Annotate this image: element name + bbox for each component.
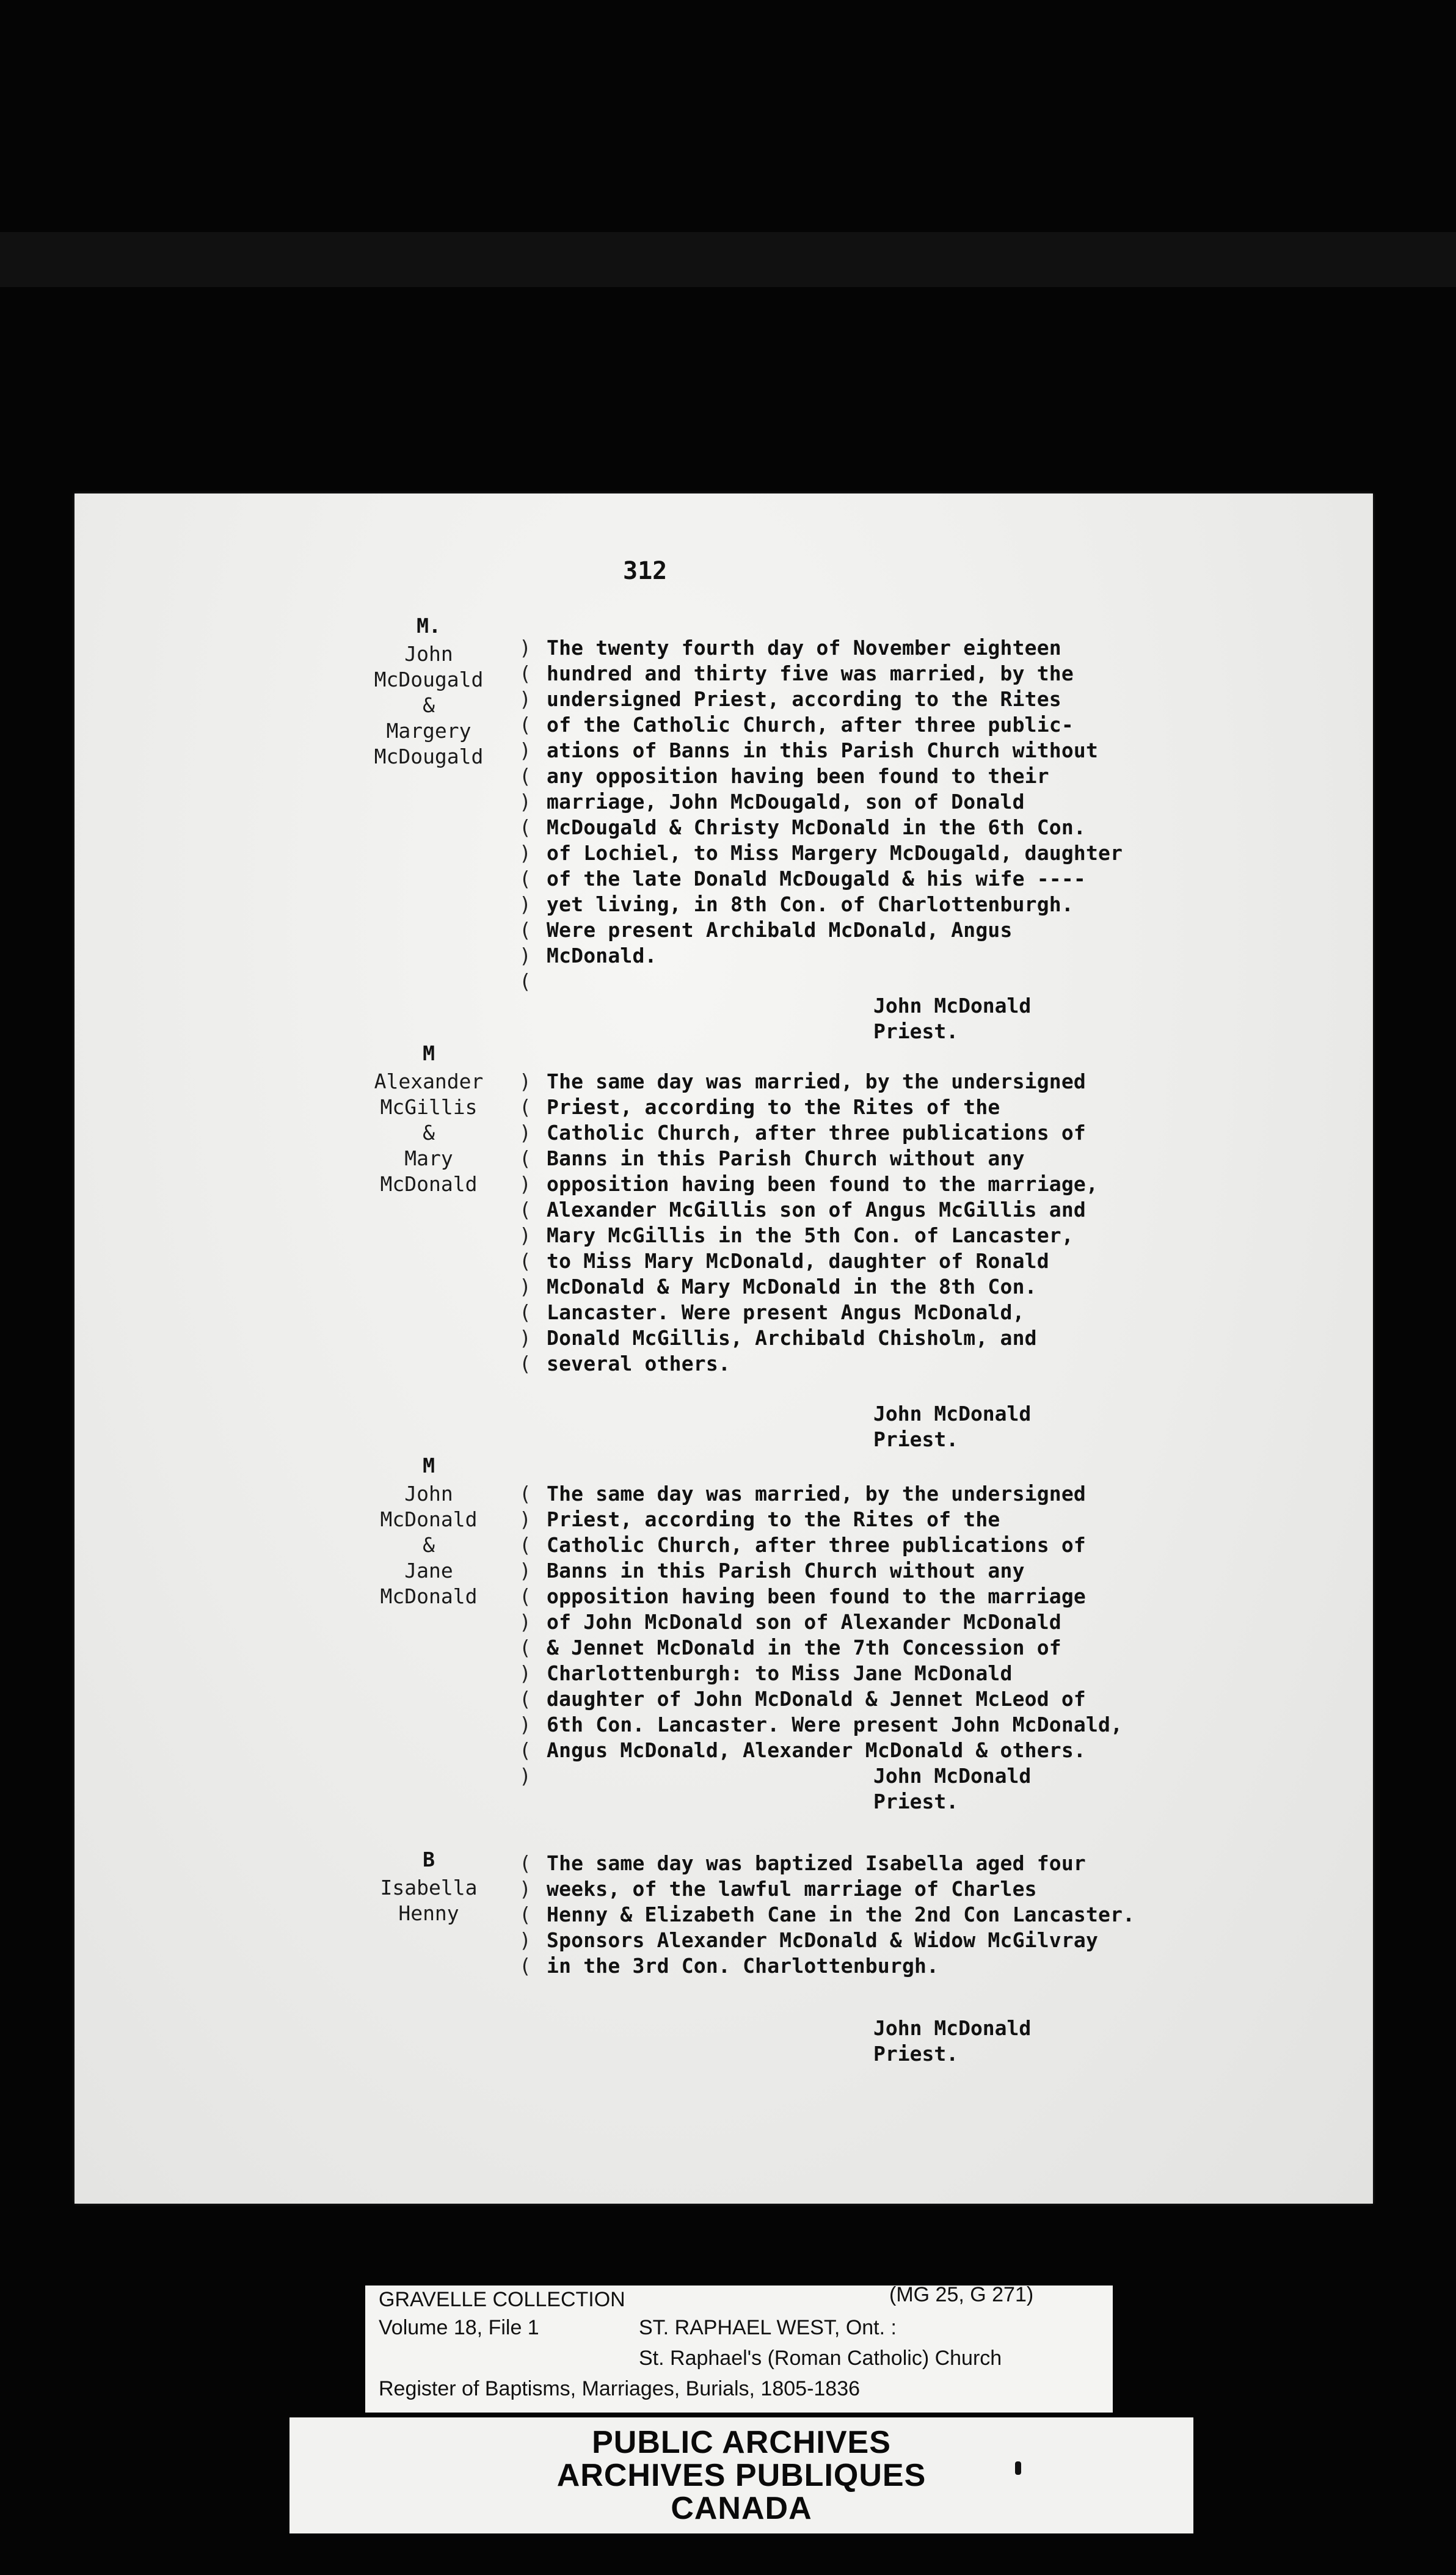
entry-line: hundred and thirty five was married, by the <box>547 661 1074 685</box>
bracket-mark: ( <box>519 1300 531 1324</box>
bracket-mark: ) <box>519 1223 531 1247</box>
collection-name: GRAVELLE COLLECTION <box>379 2288 625 2311</box>
entry-name: Jane <box>404 1559 453 1583</box>
bracket-mark: ( <box>519 1352 531 1375</box>
bracket-mark: ) <box>519 841 531 865</box>
entry-line: The same day was married, by the undersigned <box>547 1069 1086 1093</box>
priest-signature <box>873 993 1031 1044</box>
entry-brackets <box>519 1069 537 1377</box>
entry-line: Angus McDonald, Alexander McDonald & others. <box>547 1738 1086 1762</box>
entry-type: M. <box>417 614 441 638</box>
bracket-mark: ( <box>519 1198 531 1222</box>
bracket-mark: ) <box>519 944 531 967</box>
entry-line: in the 3rd Con. Charlottenburgh. <box>547 1954 939 1978</box>
bracket-mark: ( <box>519 713 531 737</box>
entry-line: & Jennet McDonald in the 7th Concession of <box>547 1636 1061 1659</box>
entry-text <box>547 1069 1347 1377</box>
bracket-mark: ( <box>519 815 531 839</box>
priest-signature <box>873 1763 1031 1815</box>
stamp-line-3: CANADA <box>671 2491 812 2526</box>
bracket-mark: ) <box>519 738 531 762</box>
bracket-mark: ) <box>519 1764 531 1788</box>
bracket-mark: ( <box>519 1584 531 1608</box>
bracket-mark: ( <box>519 1482 531 1506</box>
bracket-mark: ( <box>519 1954 531 1978</box>
bracket-mark: ) <box>519 1713 531 1736</box>
entry-line: Banns in this Parish Church without any <box>547 1146 1025 1170</box>
parish-place: ST. RAPHAEL WEST, Ont. : <box>639 2316 897 2339</box>
entry-name: McDonald <box>380 1507 478 1531</box>
entry-name: McDougald <box>374 668 484 691</box>
entry-brackets <box>519 1851 537 1979</box>
entry-line: of Lochiel, to Miss Margery McDougald, daughter <box>547 841 1123 865</box>
bracket-mark: ) <box>519 1507 531 1531</box>
stamp-line-2: ARCHIVES PUBLIQUES <box>556 2458 926 2493</box>
entry-margin <box>349 1451 508 1609</box>
entry-name: & <box>423 1533 435 1557</box>
bracket-mark: ) <box>519 1121 531 1145</box>
signature-line: John McDonald <box>873 1764 1032 1788</box>
entry-line: of the late Donald McDougald & his wife ---- <box>547 867 1086 891</box>
entry-name: Henny <box>398 1901 459 1925</box>
bracket-mark: ( <box>519 1738 531 1762</box>
church-name: St. Raphael's (Roman Catholic) Church <box>639 2347 1002 2370</box>
entry-name: McDougald <box>374 745 484 768</box>
entry-brackets <box>519 635 537 994</box>
bracket-mark: ) <box>519 1326 531 1350</box>
entry-line: of the Catholic Church, after three public- <box>547 713 1074 737</box>
entry-line: Mary McGillis in the 5th Con. of Lancaster, <box>547 1223 1074 1247</box>
entry-line: Donald McGillis, Archibald Chisholm, and <box>547 1326 1037 1350</box>
entry-name: McDonald <box>380 1172 478 1196</box>
entry-line: any opposition having been found to their <box>547 764 1049 788</box>
signature-line: Priest. <box>873 1427 959 1451</box>
collection-reference: (MG 25, G 271) <box>889 2283 1034 2306</box>
entry-name: McDonald <box>380 1584 478 1608</box>
page-number: 312 <box>623 557 668 585</box>
bracket-mark: ) <box>519 1275 531 1298</box>
entry-line: ations of Banns in this Parish Church without <box>547 738 1099 762</box>
bracket-mark: ( <box>519 1636 531 1659</box>
entry-line: several others. <box>547 1352 731 1375</box>
entry-line: The same day was married, by the undersigned <box>547 1482 1086 1506</box>
bracket-mark: ( <box>519 969 531 993</box>
entry-name: Mary <box>404 1146 453 1170</box>
bracket-mark: ( <box>519 1903 531 1926</box>
entry-name: Margery <box>386 719 471 743</box>
bracket-mark: ( <box>519 764 531 788</box>
priest-signature <box>873 2016 1031 2067</box>
entry-line: daughter of John McDonald & Jennet McLeod of <box>547 1687 1086 1711</box>
bracket-mark: ( <box>519 1687 531 1711</box>
entry-line: marriage, John McDougald, son of Donald <box>547 790 1025 814</box>
signature-line: Priest. <box>873 1019 959 1043</box>
bracket-mark: ( <box>519 1533 531 1557</box>
entry-text <box>547 1481 1347 1763</box>
bracket-mark: ) <box>519 1610 531 1634</box>
bracket-mark: ) <box>519 1172 531 1196</box>
stamp-line-1: PUBLIC ARCHIVES <box>592 2425 891 2460</box>
entry-line: opposition having been found to the marriage <box>547 1584 1086 1608</box>
bracket-mark: ( <box>519 1851 531 1875</box>
entry-name: Alexander <box>374 1069 484 1093</box>
entry-line: Alexander McGillis son of Angus McGillis and <box>547 1198 1086 1222</box>
entry-text <box>547 1851 1347 1979</box>
entry-name: John <box>404 642 453 666</box>
entry-line: undersigned Priest, according to the Rites <box>547 687 1061 711</box>
bracket-mark: ( <box>519 1249 531 1273</box>
bracket-mark: ) <box>519 1559 531 1583</box>
bracket-mark: ( <box>519 918 531 942</box>
entry-line: McDougald & Christy McDonald in the 6th Con. <box>547 815 1086 839</box>
volume-file: Volume 18, File 1 <box>379 2316 539 2339</box>
entry-brackets <box>519 1481 537 1789</box>
bracket-mark: ( <box>519 661 531 685</box>
entry-line: Catholic Church, after three publications of <box>547 1121 1086 1145</box>
entry-line: McDonald & Mary McDonald in the 8th Con. <box>547 1275 1037 1298</box>
signature-line: Priest. <box>873 2042 959 2066</box>
ink-mark <box>1015 2461 1021 2475</box>
bracket-mark: ) <box>519 1877 531 1901</box>
entry-line: The same day was baptized Isabella aged four <box>547 1851 1086 1875</box>
bracket-mark: ( <box>519 867 531 891</box>
bracket-mark: ) <box>519 1661 531 1685</box>
entry-margin <box>349 1038 508 1197</box>
signature-line: John McDonald <box>873 1402 1032 1426</box>
bracket-mark: ( <box>519 1095 531 1119</box>
entry-line: to Miss Mary McDonald, daughter of Ronald <box>547 1249 1049 1273</box>
bracket-mark: ( <box>519 1146 531 1170</box>
entry-type: B <box>423 1848 435 1871</box>
entry-line: of John McDonald son of Alexander McDonald <box>547 1610 1061 1634</box>
entry-line: Sponsors Alexander McDonald & Widow McGilvray <box>547 1928 1099 1952</box>
entry-line: Banns in this Parish Church without any <box>547 1559 1025 1583</box>
bracket-mark: ) <box>519 1928 531 1952</box>
entry-type: M <box>423 1041 435 1065</box>
entry-margin <box>349 611 508 770</box>
signature-line: Priest. <box>873 1790 959 1813</box>
entry-line: Henny & Elizabeth Cane in the 2nd Con Lancaster. <box>547 1903 1135 1926</box>
register-title: Register of Baptisms, Marriages, Burials, 1805-1836 <box>379 2377 861 2400</box>
entry-line: yet living, in 8th Con. of Charlottenburgh. <box>547 892 1074 916</box>
entry-line: The twenty fourth day of November eighteen <box>547 636 1061 660</box>
entry-line: Catholic Church, after three publications of <box>547 1533 1086 1557</box>
entry-text <box>547 635 1347 969</box>
entry-line: McDonald. <box>547 944 657 967</box>
entry-type: M <box>423 1454 435 1477</box>
signature-line: John McDonald <box>873 2016 1032 2040</box>
entry-line: Were present Archibald McDonald, Angus <box>547 918 1013 942</box>
bracket-mark: ) <box>519 1069 531 1093</box>
bracket-mark: ) <box>519 636 531 660</box>
entry-line: Priest, according to the Rites of the <box>547 1095 1000 1119</box>
bracket-mark: ) <box>519 790 531 814</box>
entry-line: opposition having been found to the marriage, <box>547 1172 1099 1196</box>
entry-name: Isabella <box>380 1876 478 1899</box>
signature-line: John McDonald <box>873 994 1032 1018</box>
entry-name: John <box>404 1482 453 1506</box>
top-film-band <box>0 232 1456 287</box>
entry-name: McGillis <box>380 1095 478 1119</box>
collection-label <box>365 2285 1113 2413</box>
bracket-mark: ) <box>519 687 531 711</box>
entry-name: & <box>423 693 435 717</box>
bracket-mark: ) <box>519 892 531 916</box>
archives-stamp <box>289 2417 1193 2533</box>
entry-line: 6th Con. Lancaster. Were present John McDonald, <box>547 1713 1123 1736</box>
entry-name: & <box>423 1121 435 1145</box>
entry-line: Charlottenburgh: to Miss Jane McDonald <box>547 1661 1013 1685</box>
priest-signature <box>873 1401 1031 1452</box>
entry-line: Lancaster. Were present Angus McDonald, <box>547 1300 1025 1324</box>
entry-margin <box>349 1845 508 1926</box>
entry-line: Priest, according to the Rites of the <box>547 1507 1000 1531</box>
entry-line: weeks, of the lawful marriage of Charles <box>547 1877 1037 1901</box>
